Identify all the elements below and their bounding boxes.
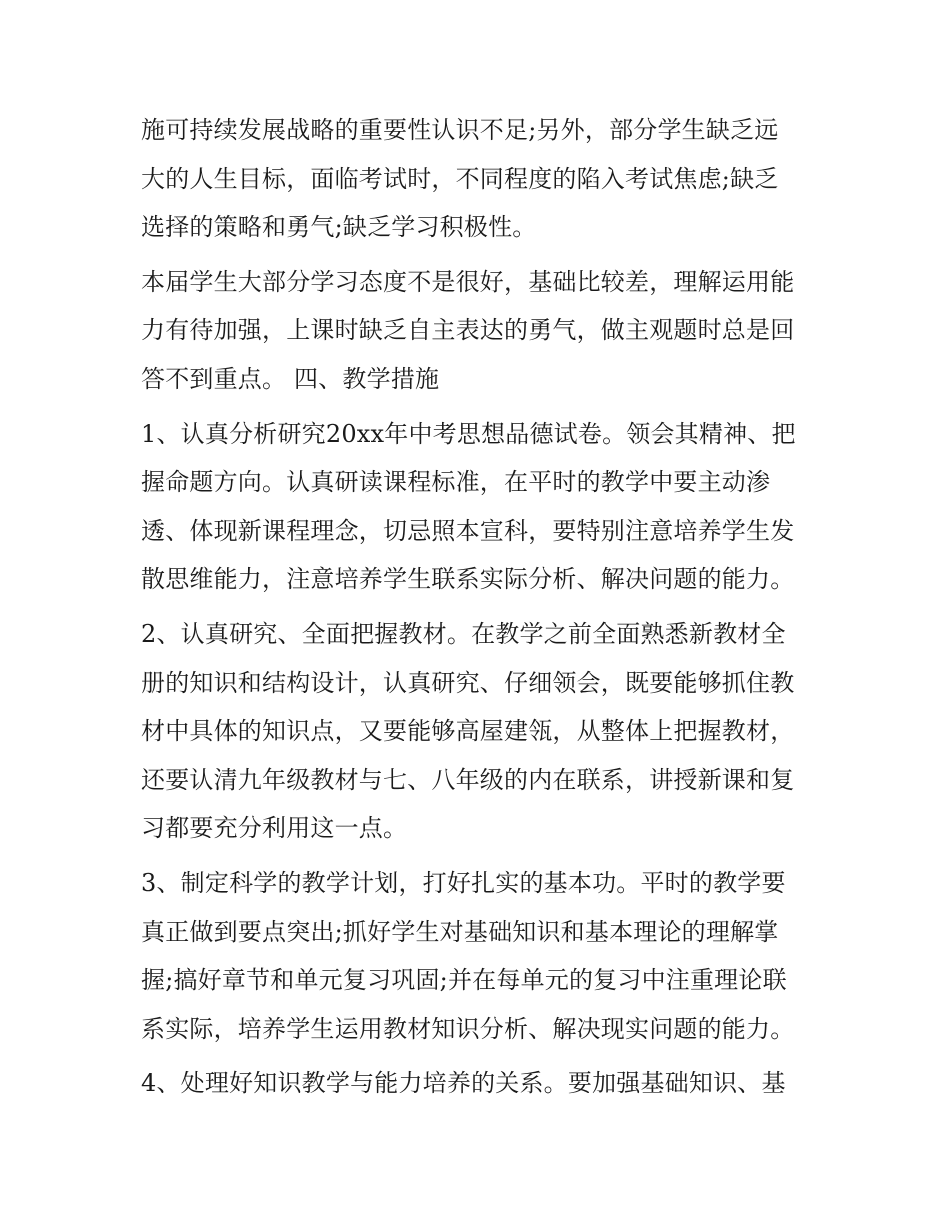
text-line: 力有待加强，上课时缺乏自主表达的勇气，做主观题时总是回 (141, 316, 795, 345)
text-line: 还要认清九年级教材与七、八年级的内在联系，讲授新课和复 (141, 765, 795, 794)
paragraph (141, 410, 819, 604)
text-line: 答不到重点。 四、教学措施 (141, 364, 440, 393)
text-line: 施可持续发展战略的重要性认识不足;另外，部分学生缺乏远 (141, 116, 779, 144)
text-line: 大的人生目标，面临考试时，不同程度的陷入考试焦虑;缺乏 (141, 164, 779, 193)
text-line: 1、认真分析研究20xx年中考思想品德试卷。领会其精神、把 (141, 419, 796, 448)
text-line: 真正做到要点突出;抓好学生对基础知识和基本理论的理解掌 (141, 917, 779, 946)
paragraph (141, 859, 819, 1053)
text-line: 本届学生大部分学习态度不是很好，基础比较差，理解运用能 (141, 267, 795, 296)
text-line: 系实际，培养学生运用教材知识分析、解决现实问题的能力。 (141, 1014, 795, 1043)
paragraph (141, 1059, 819, 1108)
text-line: 2、认真研究、全面把握教材。在教学之前全面熟悉新教材全 (141, 619, 786, 648)
text-line: 4、处理好知识教学与能力培养的关系。要加强基础知识、基 (141, 1069, 786, 1098)
text-line: 选择的策略和勇气;缺乏学习积极性。 (141, 213, 537, 242)
text-line: 3、制定科学的教学计划，打好扎实的基本功。平时的教学要 (141, 868, 786, 897)
text-line: 习都要充分利用这一点。 (141, 814, 408, 843)
paragraph (141, 106, 819, 252)
text-line: 册的知识和结构设计，认真研究、仔细领会，既要能够抓住教 (141, 668, 795, 697)
paragraph (141, 610, 819, 853)
document-body (141, 106, 819, 1108)
text-line: 透、体现新课程理念，切忌照本宣科，要特别注意培养学生发 (141, 516, 795, 545)
text-line: 材中具体的知识点，又要能够高屋建瓴，从整体上把握教材， (141, 717, 795, 746)
text-line: 散思维能力，注意培养学生联系实际分析、解决问题的能力。 (141, 565, 795, 594)
paragraph (141, 258, 819, 404)
text-line: 握;搞好章节和单元复习巩固;并在每单元的复习中注重理论联 (141, 966, 787, 995)
text-line: 握命题方向。认真研读课程标准，在平时的教学中要主动渗 (141, 468, 771, 497)
